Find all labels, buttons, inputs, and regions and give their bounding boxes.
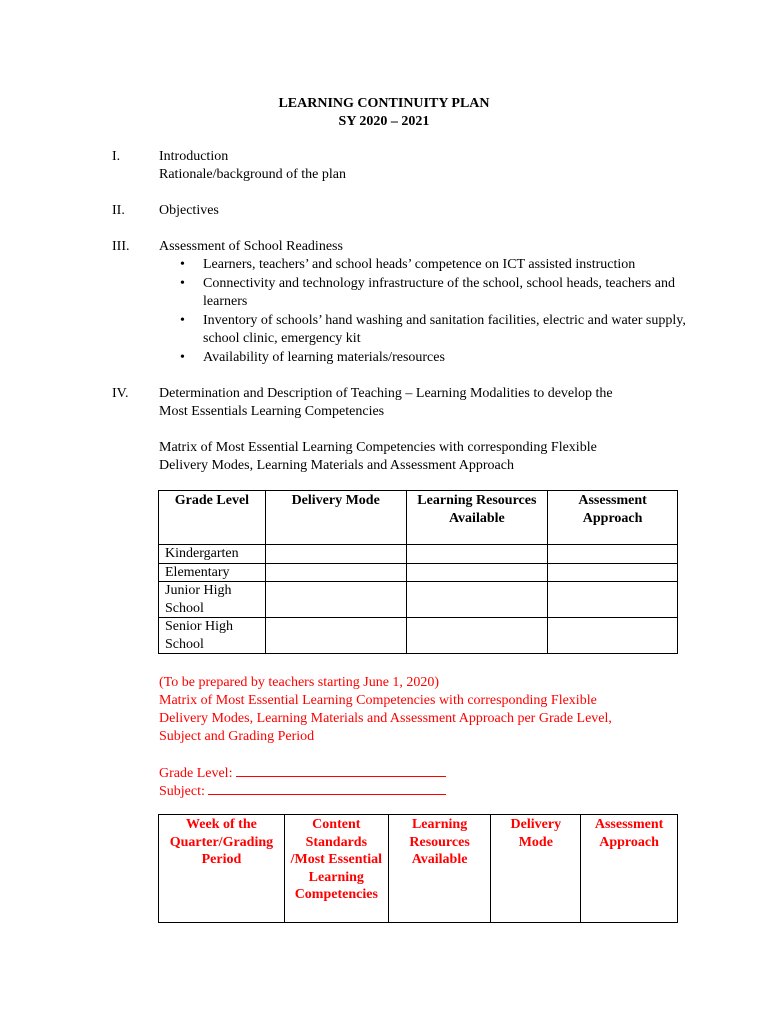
table-row — [159, 618, 678, 654]
bullet-item: • Connectivity and technology infrastructure of the school, school heads, teachers and learners — [178, 275, 688, 311]
header-learning-resources: Learning Resources Available — [388, 815, 491, 923]
red-matrix-line3: Subject and Grading Period — [159, 729, 315, 744]
header-assessment-approach: Assessment Approach — [581, 815, 678, 923]
header-learning-resources: Learning Resources Available — [406, 491, 548, 545]
header-grade-level: Grade Level — [159, 491, 266, 545]
red-matrix-line2: Delivery Modes, Learning Materials and Assessment Approach per Grade Level, — [159, 711, 612, 726]
readiness-bullet-list — [178, 256, 688, 368]
header-assessment-approach: Assessment Approach — [548, 491, 678, 545]
table-header-row — [159, 491, 678, 545]
section-3-title: Assessment of School Readiness — [159, 239, 343, 254]
matrix-description-line1: Matrix of Most Essential Learning Competencies with corresponding Flexible — [159, 440, 597, 455]
header-delivery-mode: Delivery Mode — [491, 815, 581, 923]
bullet-item: • Availability of learning materials/resources — [178, 349, 688, 367]
table-row — [159, 563, 678, 582]
grade-level-cell: Senior High School — [159, 618, 266, 654]
subject-label: Subject: — [159, 784, 205, 799]
table-header-row — [159, 815, 678, 923]
grade-level-field — [159, 763, 446, 783]
delivery-modes-table — [158, 490, 678, 654]
section-1-subtitle: Rationale/background of the plan — [159, 167, 346, 182]
grade-level-cell: Junior High School — [159, 582, 266, 618]
grade-level-label: Grade Level: — [159, 766, 233, 781]
competencies-table — [158, 814, 678, 923]
grade-level-blank[interactable] — [236, 763, 446, 777]
bullet-item: • Learners, teachers’ and school heads’ competence on ICT assisted instruction — [178, 256, 688, 274]
subject-blank[interactable] — [208, 781, 446, 795]
school-year: SY 2020 – 2021 — [338, 114, 430, 129]
preparation-note: (To be prepared by teachers starting June 1, 2020) — [159, 675, 440, 690]
section-3-number: III. — [112, 239, 130, 254]
section-4-number: IV. — [112, 386, 129, 401]
subject-field — [159, 781, 446, 801]
header-week-of-quarter: Week of the Quarter/Grading Period — [159, 815, 285, 923]
section-1-title: Introduction — [159, 149, 229, 164]
section-2-title: Objectives — [159, 203, 219, 218]
bullet-item: • Inventory of schools’ hand washing and sanitation facilities, electric and water supply, school clinic, emergency kit — [178, 312, 688, 348]
matrix-description-line2: Delivery Modes, Learning Materials and Assessment Approach — [159, 458, 514, 473]
header-content-standards: Content Standards /Most Essential Learning Competencies — [284, 815, 388, 923]
table-row — [159, 582, 678, 618]
section-4-title-line1: Determination and Description of Teaching – Learning Modalities to develop the — [159, 386, 613, 401]
section-1-number: I. — [112, 149, 121, 164]
section-2-number: II. — [112, 203, 125, 218]
section-4-title-line2: Most Essentials Learning Competencies — [159, 404, 385, 419]
document-title: LEARNING CONTINUITY PLAN — [278, 96, 490, 111]
grade-level-cell: Elementary — [159, 563, 266, 582]
red-matrix-line1: Matrix of Most Essential Learning Competencies with corresponding Flexible — [159, 693, 597, 708]
grade-level-cell: Kindergarten — [159, 545, 266, 564]
table-row — [159, 545, 678, 564]
header-delivery-mode: Delivery Mode — [265, 491, 406, 545]
